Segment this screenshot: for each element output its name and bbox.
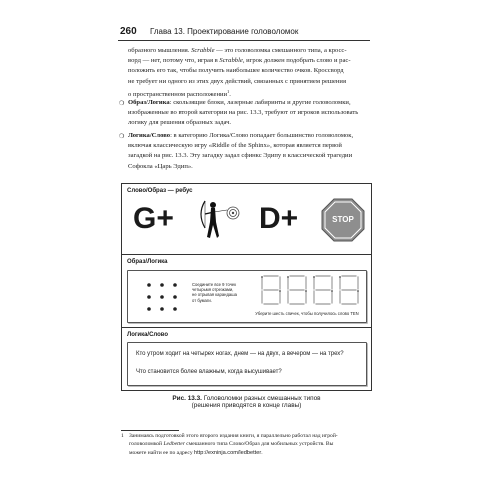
panel-title-logic-word: Логика/Слово xyxy=(127,332,169,338)
panel-divider xyxy=(122,327,371,328)
text-line xyxy=(129,449,370,457)
archer-icon xyxy=(195,198,235,244)
bullet-logic-word xyxy=(128,131,370,172)
italic-term: Scrabble xyxy=(219,57,243,65)
text-line: положить его так, чтобы получить наибольшее количество очков. Кроссворд xyxy=(128,67,344,75)
chapter-title: Глава 13. Проектирование головоломок xyxy=(150,27,299,36)
target-icon xyxy=(226,206,240,220)
dots-instructions xyxy=(192,282,254,303)
text-line: не требует ни одного из этих двух действий, связанных с принятием решения xyxy=(128,77,346,85)
text-span: Головоломки разных смешанных типов xyxy=(201,395,321,402)
riddle-question-2: Что становится более влажным, когда высушивает? xyxy=(136,369,282,375)
caption-line: (решения приводятся в конце главы) xyxy=(191,402,302,409)
matchstick-puzzle xyxy=(258,274,364,308)
text-span: о пространственном расположении xyxy=(128,91,228,98)
paragraph-intro xyxy=(128,46,370,100)
puzzle-card-image-logic xyxy=(127,270,367,323)
text-line xyxy=(129,440,370,448)
text-line xyxy=(128,56,370,66)
panel-divider xyxy=(122,254,371,255)
text-span: , игрок должен подобрать слово и рас- xyxy=(242,57,351,65)
bullet-icon: ❍ xyxy=(119,134,125,140)
text-span: : скользящие блоки, лазерные лабиринты и другие головоломки, xyxy=(169,99,351,106)
footnote-link[interactable]: http://exninja.com/ledbetter xyxy=(194,449,262,456)
text-line: Софокла «Царь Эдип». xyxy=(128,162,193,170)
text-line: загадкой на рис. 13.3. Эту загадку задал сфинкс Эдипу в классической трагедии xyxy=(128,152,353,160)
text-span: смешанного типа Слово/Образ для мобильных устройств. Вы xyxy=(184,441,334,448)
bullet-icon: ❍ xyxy=(119,101,125,107)
nine-dots-puzzle xyxy=(144,280,184,314)
text-line: Занимаясь подготовкой этого второго издания книги, я параллельно работал над игрой- xyxy=(129,433,338,439)
text-span: можете найти ее по адресу xyxy=(129,449,195,456)
footnote-rule xyxy=(121,430,179,431)
riddle-question-1: Кто утром ходит на четырех ногах, днем — на двух, а вечером — на трех? xyxy=(136,351,344,357)
text-line: Соедините все 9 точек xyxy=(192,282,237,287)
stop-sign-label: STOP xyxy=(332,215,354,224)
text-line: от бумаги. xyxy=(192,297,212,303)
figure-caption xyxy=(121,395,372,409)
text-span: образного мышления. xyxy=(128,47,192,54)
caption-line xyxy=(121,395,372,402)
italic-term: Scrabble xyxy=(191,47,215,54)
panel-title-word-image: Слово/Образ — ребус xyxy=(127,188,193,194)
matches-instructions: Уберите шесть спичек, чтобы получилось слово TEN xyxy=(255,311,359,316)
italic-term: Ledbetter xyxy=(163,441,185,448)
text-line: не отрывая карандаша xyxy=(192,292,237,298)
text-span: — это головоломка смешанного типа, а кросс- xyxy=(214,47,347,54)
text-line: логику для решения образных задач. xyxy=(128,119,232,127)
text-line xyxy=(128,98,370,108)
text-span: головоломкой xyxy=(129,441,164,448)
rebus-g-plus: G+ xyxy=(133,202,174,235)
bold-term: Логика/Слово xyxy=(128,132,171,139)
text-line xyxy=(128,131,370,141)
footnote-ref[interactable]: 1 xyxy=(227,88,230,94)
rebus-d-plus: D+ xyxy=(259,202,299,235)
caption-label: Рис. 13.3. xyxy=(172,395,202,402)
bullet-image-logic xyxy=(128,98,370,129)
footnote-mark: 1 xyxy=(121,433,124,439)
text-line xyxy=(128,46,370,56)
text-span: . xyxy=(229,91,231,98)
panel-title-image-logic: Образ/Логика xyxy=(127,259,168,265)
footnote xyxy=(129,432,370,457)
page-number: 260 xyxy=(120,26,137,37)
text-line: четырьмя отрезками, xyxy=(192,287,234,293)
bold-term: Образ/Логика xyxy=(128,99,170,106)
figure-13-3 xyxy=(121,183,372,391)
puzzle-card-logic-word xyxy=(127,342,367,386)
text-line: включая классическую игру «Riddle of the Sphinx», которая является первой xyxy=(128,142,342,150)
text-line: изображенные во второй категории на рис. 13.3, требуют от игроков использовать xyxy=(128,109,359,117)
header-rule xyxy=(118,40,370,41)
text-span: ворд — нет, потому что, играя в xyxy=(128,57,220,65)
text-span: . xyxy=(261,449,263,456)
text-span: : в категорию Логика/Слово попадает большинство головоломок, xyxy=(170,132,354,139)
